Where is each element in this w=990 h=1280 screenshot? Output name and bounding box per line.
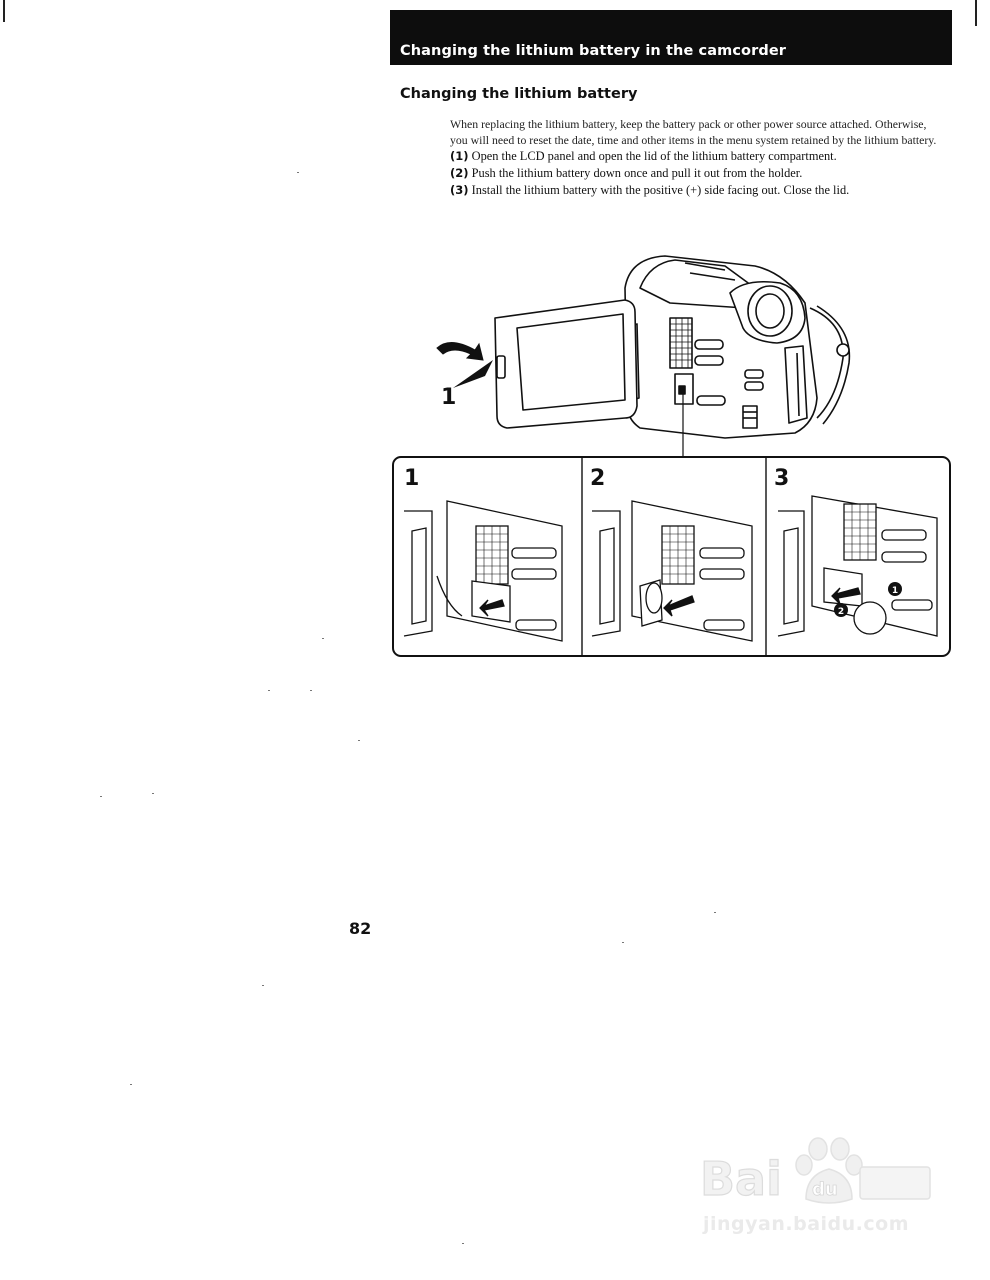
panel-3-label: 3: [774, 466, 790, 491]
panel-1-label: 1: [404, 466, 420, 491]
section-heading: Changing the lithium battery: [400, 86, 638, 102]
scan-speck: [262, 985, 264, 986]
step-1-text: Open the LCD panel and open the lid of the lithium battery compartment.: [471, 149, 837, 163]
left-edge-mark: [3, 0, 5, 22]
step-3-number: (3): [450, 183, 469, 197]
step-panels: [392, 456, 952, 658]
svg-text:Bai: Bai: [700, 1152, 782, 1206]
watermark-url: jingyan.baidu.com: [703, 1213, 909, 1235]
step-2-number: (2): [450, 166, 469, 180]
page-header-title: Changing the lithium battery in the camcorder: [400, 43, 787, 59]
scan-speck: [297, 172, 299, 173]
scan-speck: [462, 1243, 464, 1244]
baidu-watermark-logo: [700, 1125, 940, 1215]
scan-speck: [100, 796, 102, 797]
panel-2-label: 2: [590, 466, 606, 491]
instructions: [450, 117, 945, 199]
step-2-text: Push the lithium battery down once and pull it out from the holder.: [471, 166, 803, 180]
panel-3: [778, 496, 937, 636]
scan-speck: [358, 740, 360, 741]
svg-text:du: du: [812, 1179, 838, 1200]
panel-2: [592, 501, 752, 641]
figure-callout-number: 1: [441, 385, 457, 410]
scan-speck: [310, 690, 312, 691]
sub-callout-2: 2: [837, 607, 845, 617]
open-arrow-icon: [437, 342, 483, 360]
step-3: [450, 182, 945, 199]
scan-speck: [152, 793, 154, 794]
intro-paragraph: When replacing the lithium battery, keep the battery pack or other power source attached. Otherwise, you will need to reset the date, time and other items in the menu system retained by the lithium battery.: [450, 117, 937, 147]
step-1-number: (1): [450, 149, 469, 163]
scan-speck: [322, 638, 324, 639]
step-2: [450, 165, 945, 182]
page-header-bar: [390, 10, 952, 65]
camcorder-illustration: [425, 248, 865, 460]
right-edge-mark: [975, 0, 977, 26]
scan-speck: [130, 1084, 132, 1085]
scan-speck: [622, 942, 624, 943]
scan-speck: [268, 690, 270, 691]
scan-speck: [714, 912, 716, 913]
sub-callout-1: 1: [891, 586, 899, 596]
step-1: [450, 148, 945, 165]
pointer-icon: [453, 360, 493, 388]
page-number: 82: [349, 919, 372, 938]
panel-1: [404, 501, 562, 641]
step-3-text: Install the lithium battery with the positive (+) side facing out. Close the lid.: [471, 183, 850, 197]
